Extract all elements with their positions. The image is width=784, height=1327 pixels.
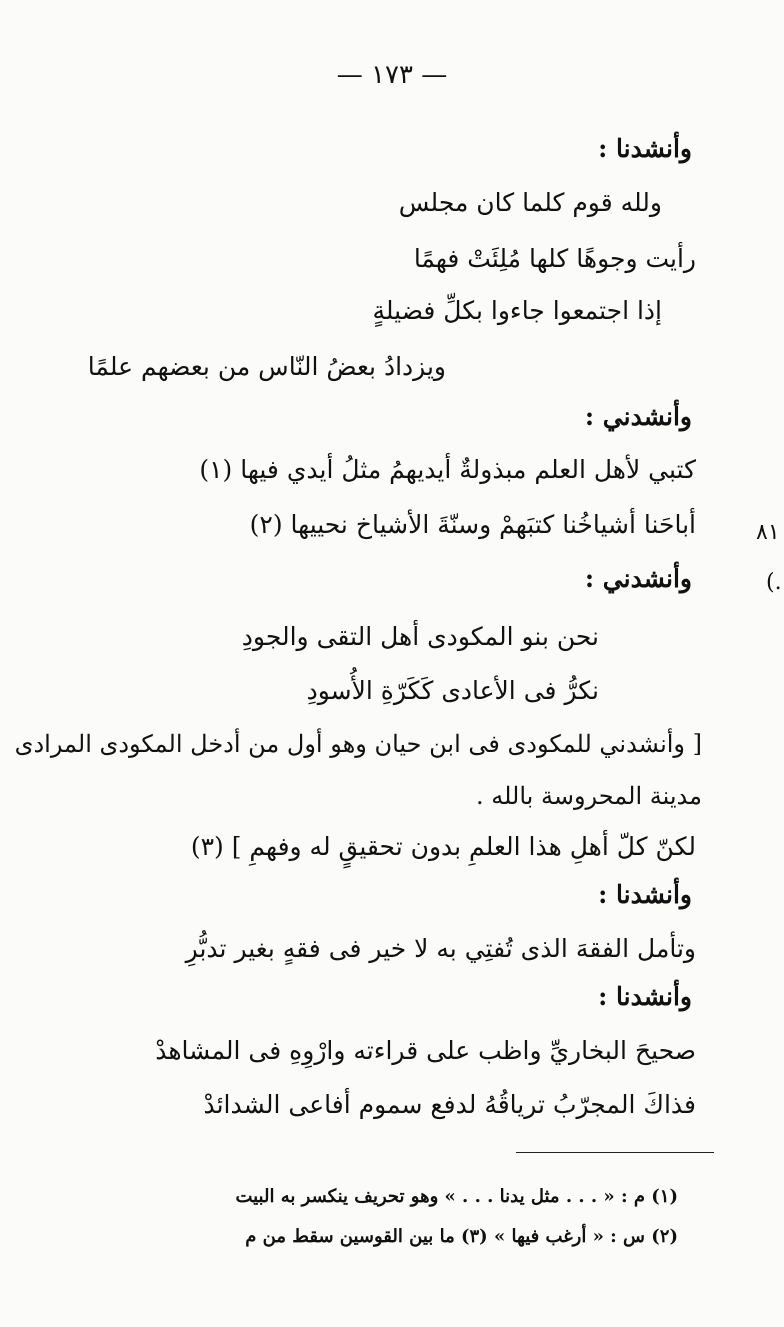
page-number: — ١٧٣ — <box>336 60 448 90</box>
verse-line: ويزدادُ بعضُ النّاس من بعضهم علمًا <box>87 352 446 381</box>
verse-line: ولله قوم كلما كان مجلس <box>398 188 662 217</box>
footnote-divider <box>516 1152 714 1153</box>
verse-line: فذاكَ المجرّبُ ترياقُهُ لدفع سموم أفاعى الشدائدْ <box>203 1090 696 1119</box>
footnote: (١) م : « . . . مثل يدنا . . . » وهو تحريف ينكسر به البيت <box>235 1186 678 1207</box>
poem-intro: وأنشدنا : <box>598 880 692 909</box>
verse-line: صحيحَ البخاريِّ واظب على قراءته وارْوِهِ فى المشاهدْ <box>155 1036 696 1065</box>
verse-line: رأيت وجوهًا كلها مُلِئَتْ فهمًا <box>413 244 696 273</box>
verse-line: وتأمل الفقهَ الذى تُفتِي به لا خير فى فقهٍ بغير تدبُّرِ <box>185 934 696 963</box>
footnote: (٢) س : « أرغب فيها » (٣) ما بين القوسين سقط من م <box>245 1226 678 1247</box>
prose-line: مدينة المحروسة بالله . <box>475 782 702 810</box>
verse-line: نحن بنو المكودى أهل التقى والجودِ <box>241 622 599 651</box>
poem-intro: وأنشدنا : <box>598 134 692 163</box>
poem-intro: وأنشدني : <box>584 564 692 593</box>
prose-line: [ وأنشدني للمكودى فى ابن حيان وهو أول من أدخل المكودى المرادى <box>14 730 702 758</box>
verse-line: كتبي لأهل العلم مبذولةٌ أيديهمُ مثلُ أيدي فيها (١) <box>199 455 696 484</box>
verse-line: إذا اجتمعوا جاءوا بكلِّ فضيلةٍ <box>372 296 662 325</box>
verse-line: أباحَنا أشياخُنا كتبَهمْ وسنّةَ الأشياخ نحييها (٢) <box>249 510 696 539</box>
verse-line: لكنّ كلّ أهلِ هذا العلمِ بدون تحقيقٍ له وفهمِ ] (٣) <box>190 832 696 861</box>
poem-intro: وأنشدني : <box>584 402 692 431</box>
verse-line: نكرُّ فى الأعادى كَكَرّةِ الأُسودِ <box>306 676 599 705</box>
poem-intro: وأنشدنا : <box>598 982 692 1011</box>
margin-number: ٨١ <box>756 520 780 545</box>
margin-paren: (. <box>766 570 782 595</box>
